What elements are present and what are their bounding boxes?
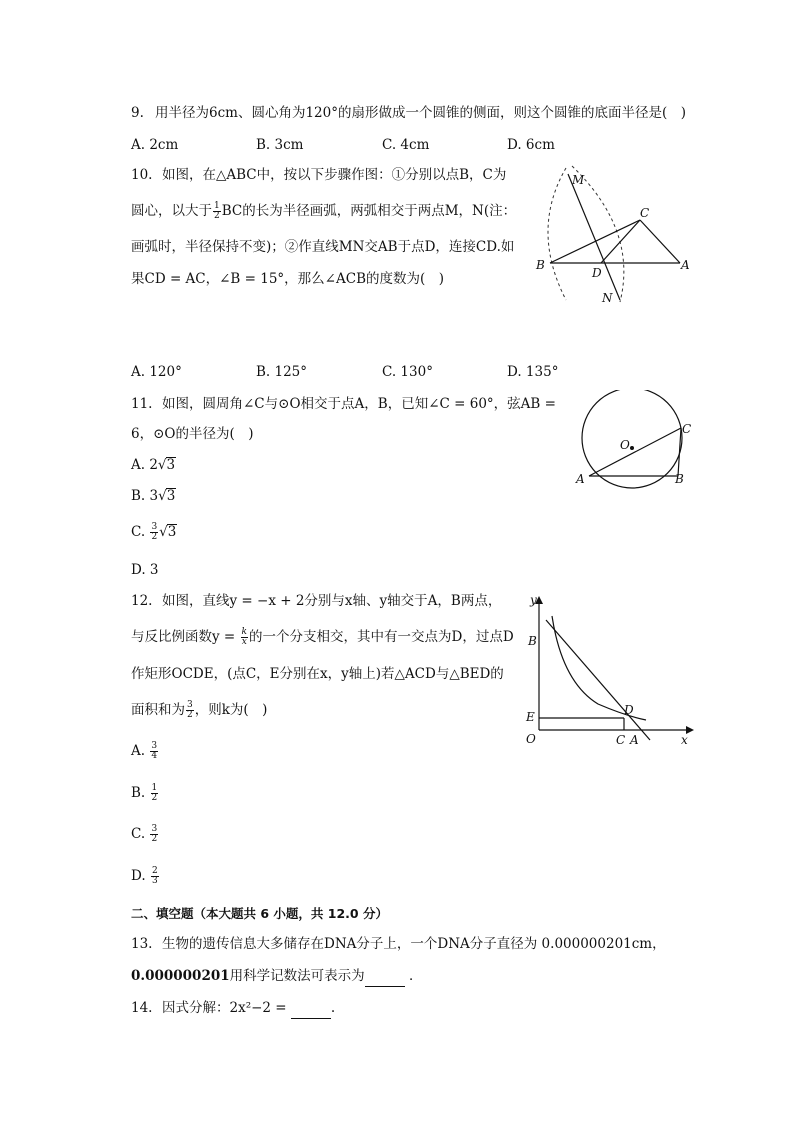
label-c: C — [640, 206, 650, 220]
label-d: D — [592, 266, 602, 280]
label-x: x — [681, 733, 688, 747]
label-a: A — [681, 258, 690, 272]
q10-option-a: A. 120° — [131, 364, 182, 380]
q9-option-a: A. 2cm — [131, 137, 179, 153]
q12-line3: 作矩形OCDE，(点C，E分别在x，y轴上)若△ACD与△BED的 — [131, 666, 504, 682]
q13-answer-blank[interactable] — [365, 966, 405, 987]
arc-left — [548, 168, 566, 300]
q12-option-d: D. $\frac{2}{3}$ — [131, 866, 158, 886]
q13-line1: 生物的遗传信息大多储存在DNA分子上，一个DNA分子直径为 0.000000201cm， — [162, 936, 666, 952]
chord-ac — [589, 428, 681, 476]
q10-triangle-figure — [528, 160, 700, 310]
q9-option-c: C. 4cm — [382, 137, 430, 153]
q14-answer-blank[interactable] — [291, 998, 331, 1019]
q11-option-d: D. 3 — [131, 562, 159, 578]
circle-o — [582, 390, 682, 488]
center-point — [630, 446, 634, 450]
q9-text: 用半径为6cm、圆心角为120°的扇形做成一个圆锥的侧面，则这个圆锥的底面半径是( ) — [155, 105, 687, 121]
line-ab — [546, 620, 650, 740]
q11-option-b: B. 3√3 — [131, 488, 176, 504]
q10-option-b: B. 125° — [256, 364, 308, 380]
segment-cd — [601, 220, 640, 263]
q9-option-b: B. 3cm — [256, 137, 304, 153]
label-b: B — [536, 258, 545, 272]
q12-option-b: B. $\frac{1}{2}$ — [131, 783, 158, 803]
label-c: C — [682, 422, 692, 436]
q12-line1: 如图，直线y = −x + 2分别与x轴、y轴交于A，B两点， — [162, 593, 502, 609]
segment-ca — [640, 220, 680, 263]
q10-option-c: C. 130° — [382, 364, 433, 380]
q12-option-c: C. $\frac{3}{2}$ — [131, 824, 158, 844]
label-o: O — [620, 438, 630, 452]
section-title: 二、填空题（本大题共 6 小题，共 12.0 分） — [131, 906, 388, 921]
label-o: O — [526, 732, 536, 746]
q10-option-d: D. 135° — [507, 364, 559, 380]
q13-line2: 0.000000201用科学记数法可表示为 ． — [131, 966, 422, 987]
label-b: B — [675, 472, 684, 486]
q11-circle-figure — [572, 390, 702, 496]
half-fraction: $\frac{1}{2}$ — [214, 201, 220, 221]
label-a: A — [630, 733, 639, 747]
q11-number: 11. — [131, 396, 153, 412]
line-mn — [568, 174, 620, 300]
q11-line1: 如图，圆周角∠C与⊙O相交于点A，B，已知∠C = 60°，弦AB = — [162, 396, 556, 412]
label-e: E — [526, 710, 535, 724]
q9-option-d: D. 6cm — [507, 137, 555, 153]
q14-line: 因式分解：2x²−2 = . — [162, 998, 335, 1019]
q12-option-a: A. $\frac{3}{4}$ — [131, 741, 158, 761]
label-n: N — [602, 291, 613, 305]
q12-line2: 与反比例函数y = $\frac{k}{x}$ 的一个分支相交，其中有一交点为D，过点D — [131, 627, 514, 647]
q10-line1: 如图，在△ABC中，按以下步骤作图：①分别以点B，C为 — [162, 167, 507, 183]
q12-number: 12. — [131, 593, 153, 609]
q12-graph-figure — [518, 590, 698, 750]
q10-number: 10. — [131, 167, 153, 183]
segment-bc — [550, 220, 640, 263]
label-y: y — [530, 593, 537, 607]
label-c: C — [616, 733, 626, 747]
q11-option-a: A. 2√3 — [131, 457, 176, 473]
q11-option-c: C. $\frac{3}{2}$ √3 — [131, 522, 177, 542]
q10-line2: 圆心，以大于 $\frac{1}{2}$ BC的长为半径画弧，两弧相交于两点M，N(注： — [131, 201, 517, 221]
q12-line4: 面积和为 $\frac{3}{2}$ ，则k为( ) — [131, 700, 268, 720]
label-m: M — [572, 173, 585, 187]
q10-line4: 果CD = AC，∠B = 15°，那么∠ACB的度数为( ) — [131, 271, 445, 287]
q11-line2: 6，⊙O的半径为( ) — [131, 426, 254, 442]
q14-number: 14. — [131, 1000, 153, 1016]
label-b: B — [528, 634, 537, 648]
q10-line3: 画弧时，半径保持不变)；②作直线MN交AB于点D，连接CD.如 — [131, 239, 515, 255]
q13-number: 13. — [131, 936, 153, 952]
label-d: D — [624, 703, 634, 717]
label-a: A — [576, 472, 585, 486]
q9-number: 9. — [131, 105, 144, 121]
